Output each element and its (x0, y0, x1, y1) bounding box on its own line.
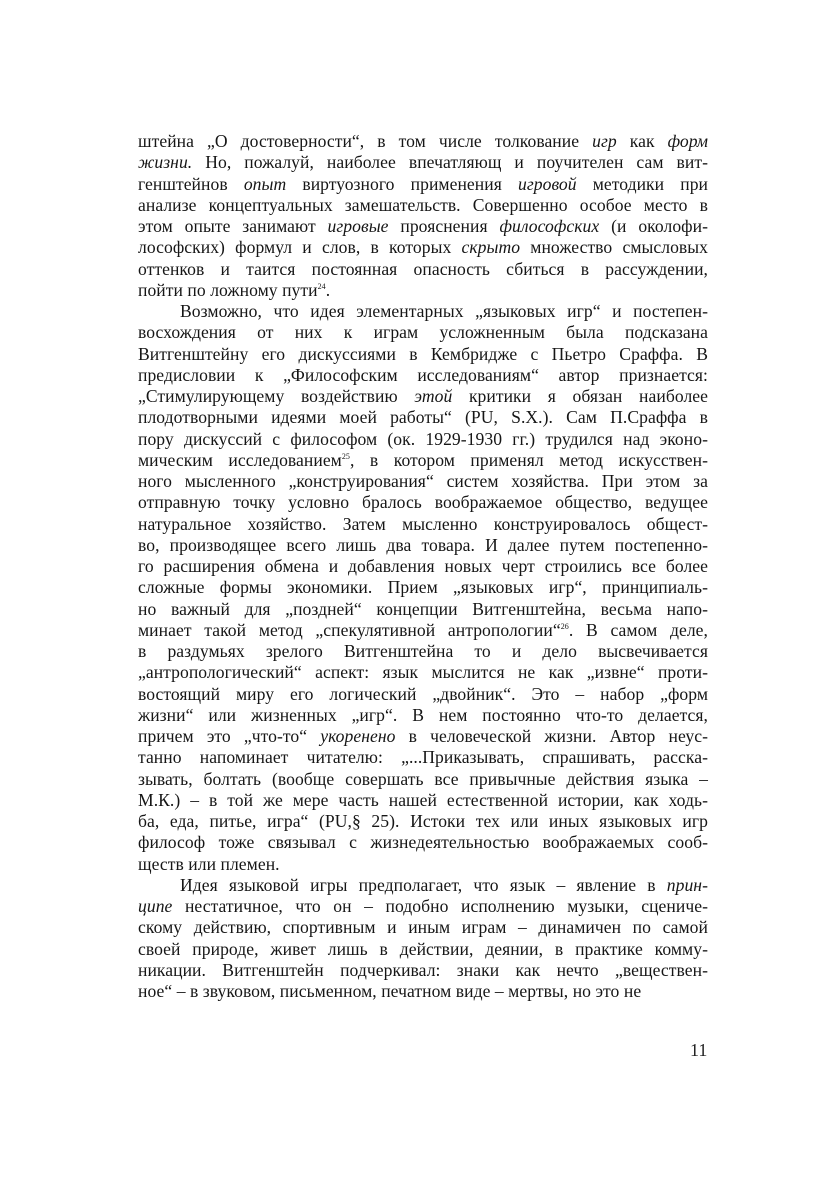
text-line (138, 917, 708, 938)
text-span: виртуозного применения (286, 173, 518, 194)
text-span: в человеческой жизни. Автор неус- (395, 726, 708, 746)
text-span: скому действию, спортивным и иным играм – динамичен по самой (138, 917, 708, 938)
text-line (138, 535, 708, 556)
text-line (138, 832, 708, 853)
text-span: минает такой метод „спекулятивной антропологии“ (138, 619, 561, 640)
text-line (138, 556, 708, 577)
text-span: „антропологический“ аспект: язык мыслится не как „извне“ проти- (138, 662, 708, 683)
text-line (138, 386, 708, 407)
text-span: штейна „О достоверности“, в том числе толкование (138, 131, 593, 151)
text-span: натуральное хозяйство. Затем мысленно конструировалось общест- (138, 513, 708, 534)
text-span: философ тоже связывал с жизнедеятельностью воображаемых сооб- (138, 832, 708, 853)
text-span: пойти по ложному пути (138, 279, 318, 300)
text-line (138, 174, 708, 195)
text-line (138, 790, 708, 811)
text-span: Возможно, что идея элементарных „языковых игр“ и постепен- (180, 301, 708, 321)
text-span: во, производящее всего лишь два товара. И далее путем постепенно- (138, 534, 708, 555)
text-span: ного мысленного „конструирования“ систем хозяйства. При этом за (138, 471, 708, 491)
text-span: генштейнов (138, 173, 244, 194)
text-span: лософских) формул и слов, в которых (138, 237, 462, 258)
text-line (138, 131, 708, 152)
text-line (138, 875, 708, 896)
text-line (138, 152, 708, 173)
text-span: танно напоминает читателю: „...Приказывать, спрашивать, расска- (138, 747, 708, 768)
italic-span: этой (414, 386, 453, 406)
text-span: зывать, болтать (вообще совершать все привычные действия языка – (138, 768, 708, 789)
italic-span: жизни. (138, 152, 193, 173)
text-span: пору дискуссий с философом (ок. 1929-1930 гг.) трудился над эконо- (138, 428, 708, 449)
text-span: анализе концептуальных замешательств. Совершенно особое место в (138, 194, 708, 215)
text-line (138, 981, 708, 1002)
text-line (138, 322, 708, 343)
text-line (138, 811, 708, 832)
footnote-ref: 26 (560, 621, 569, 631)
text-span: . В самом деле, (568, 619, 708, 640)
text-span: мическим исследованием (138, 449, 342, 470)
text-span: но важный для „поздней“ концепции Витгенштейна, весьма напо- (138, 598, 708, 619)
text-line (138, 429, 708, 450)
text-span: ба, еда, питье, игра“ (PU,§ 25). Истоки тех или иных языковых игр (138, 811, 708, 831)
text-line (138, 960, 708, 981)
italic-span: ципе (138, 896, 173, 916)
text-span: жизни“ или жизненных „игр“. В нем постоянно что-то делается, (138, 704, 708, 725)
text-span: этом опыте занимают (138, 216, 328, 236)
text-line (138, 939, 708, 960)
text-line (138, 896, 708, 917)
text-line (138, 259, 708, 280)
text-span: своей природе, живет лишь в действии, деянии, в практике комму- (138, 938, 708, 959)
text-span: ществ или племен. (138, 853, 280, 874)
text-span: методики при (576, 173, 709, 194)
text-span: М.К.) – в той же мере часть нашей естественной истории, как ходь- (138, 789, 708, 810)
italic-span: форм (667, 131, 708, 151)
text-line (138, 237, 708, 258)
text-line (138, 705, 708, 726)
page-number: 11 (690, 1040, 708, 1060)
text-span: плодотворными идеями моей работы“ (PU, S.X.). Сам П.Сраффа в (138, 407, 708, 428)
text-span: Идея языковой игры предполагает, что язык – явление в (180, 874, 667, 895)
text-span: Но, пожалуй, наиболее впечатляющ и поучителен сам вит- (192, 152, 708, 173)
text-span: (и околофи- (599, 216, 709, 236)
italic-span: опыт (243, 173, 287, 194)
text-span: оттенков и таится постоянная опасность сбиться в рассуждении, (138, 258, 708, 279)
footnote-ref: 24 (317, 281, 326, 291)
text-line (138, 577, 708, 598)
italic-span: игровой (517, 173, 577, 194)
text-span: множество смысловых (520, 237, 708, 258)
text-span: предисловии к „Философским исследованиям“ автор признается: (138, 364, 708, 385)
text-span: отправную точку условно бралось воображаемое общество, ведущее (138, 492, 708, 513)
text-line (138, 726, 708, 747)
italic-span: игр (592, 131, 617, 151)
text-span: нестатичное, что он – подобно исполнению музыки, сцениче- (172, 896, 708, 916)
text-line (138, 492, 708, 513)
text-line (138, 641, 708, 662)
text-line (138, 662, 708, 683)
text-span: в раздумьях зрелого Витгенштейна то и дело высвечивается (138, 641, 708, 661)
text-line (138, 769, 708, 790)
paragraph (138, 301, 708, 875)
page-body (138, 131, 708, 1002)
text-line (138, 599, 708, 620)
text-line (138, 195, 708, 216)
text-span: ное“ – в звуковом, письменном, печатном виде – мертвы, но это не (138, 981, 642, 1001)
text-span: „Стимулирующему воздействию (138, 386, 415, 406)
italic-span: игровые (327, 216, 389, 236)
italic-span: прин- (666, 874, 708, 895)
text-line (138, 471, 708, 492)
text-line (138, 407, 708, 428)
paragraph (138, 875, 708, 1003)
text-line (138, 344, 708, 365)
text-line (138, 747, 708, 768)
footnote-ref: 25 (341, 451, 350, 461)
italic-span: укоренено (320, 726, 396, 746)
text-span: Витгенштейну его дискуссиями в Кембридже с Пьетро Сраффа. В (138, 343, 708, 364)
text-span: востоящий миру его логический „двойник“. Это – набор „форм (138, 683, 708, 704)
text-span: критики я обязан наиболее (452, 386, 708, 406)
text-span: как (616, 131, 668, 151)
text-span: причем это „что-то“ (138, 726, 321, 746)
text-line (138, 450, 708, 471)
text-line (138, 216, 708, 237)
text-line (138, 854, 708, 875)
text-line (138, 620, 708, 641)
text-span: , в котором применял метод искусствен- (349, 449, 708, 470)
text-span: го расширения обмена и добавления новых черт строились все более (138, 556, 708, 576)
text-line (138, 514, 708, 535)
text-span: восхождения от них к играм усложненным была подсказана (138, 322, 708, 343)
paragraph (138, 131, 708, 301)
italic-span: скрыто (461, 237, 521, 258)
text-line (138, 280, 708, 301)
text-span: сложные формы экономики. Прием „языковых игр“, принципиаль- (138, 577, 708, 598)
text-line (138, 684, 708, 705)
italic-span: философских (499, 216, 600, 236)
text-span: никации. Витгенштейн подчеркивал: знаки как нечто „веществен- (138, 959, 708, 980)
text-span: . (325, 279, 331, 300)
text-span: прояснения (388, 216, 500, 236)
text-line (138, 365, 708, 386)
text-line (138, 301, 708, 322)
